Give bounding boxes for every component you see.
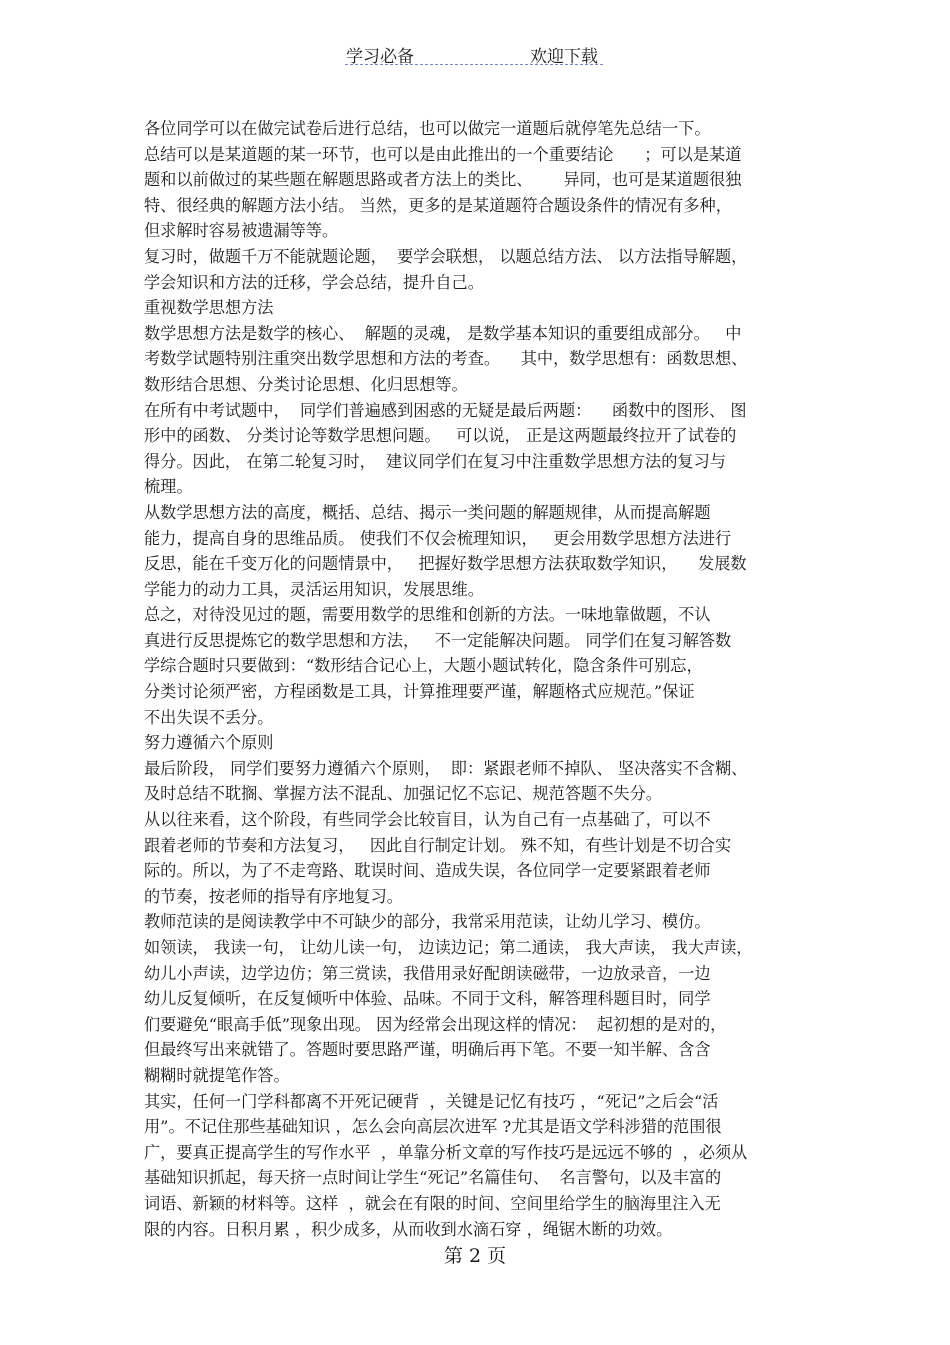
text-line: 总结可以是某道题的某一环节，也可以是由此推出的一个重要结论 ；可以是某道 xyxy=(144,144,742,164)
text-line: 糊糊时就提笔作答。 xyxy=(144,1065,290,1085)
text-line: 际的。所以，为了不走弯路、耽误时间、造成失误，各位同学一定要紧跟着老师 xyxy=(144,861,711,881)
text-line: 题和以前做过的某些题在解题思路或者方法上的类比、 异同，也可是某道题很独 xyxy=(144,170,742,190)
text-line: 真进行反思提炼它的数学思想和方法， 不一定能解决问题。 同学们在复习解答数 xyxy=(144,630,732,650)
text-line: 基础知识抓起，每天挤一点时间让学生“死记”名篇佳句、 名言警句，以及丰富的 xyxy=(144,1168,722,1188)
text-line: 学会知识和方法的迁移，学会总结，提升自己。 xyxy=(144,272,484,292)
text-line: 梳理。 xyxy=(144,477,193,497)
page-header xyxy=(0,40,950,70)
text-line: 学综合题时只要做到：“数形结合记心上，大题小题试转化，隐含条件可别忘， xyxy=(144,656,703,676)
header-divider xyxy=(345,64,603,65)
text-line: 反思，能在千变万化的问题情景中， 把握好数学思想方法获取数学知识， 发展数 xyxy=(144,554,747,574)
text-line: 数学思想方法是数学的核心、 解题的灵魂， 是数学基本知识的重要组成部分。 中 xyxy=(144,323,742,343)
text-line: 总之，对待没见过的题，需要用数学的思维和创新的方法。一味地靠做题，不认 xyxy=(144,605,711,625)
text-line: 幼儿反复倾听，在反复倾听中体验、品味。不同于文科，解答理科题目时，同学 xyxy=(144,989,711,1009)
text-line: 广，要真正提高学生的写作水平 ，单靠分析文章的写作技巧是远远不够的 ，必须从 xyxy=(144,1142,748,1162)
header-left-text: 学习必备 xyxy=(346,47,414,67)
text-line: 各位同学可以在做完试卷后进行总结，也可以做完一道题后就停笔先总结一下。 xyxy=(144,119,711,138)
text-line: 幼儿小声读，边学边仿；第三赏读，我借用录好配朗读磁带，一边放录音，一边 xyxy=(144,963,711,983)
text-line: 词语、新颖的材料等。这样 ，就会在有限的时间、空间里给学生的脑海里注入无 xyxy=(144,1193,721,1213)
header-right-text: 欢迎下载 xyxy=(530,47,598,67)
text-line: 及时总结不耽搁、掌握方法不混乱、加强记忆不忘记、规范答题不失分。 xyxy=(144,784,662,804)
text-line: 特、很经典的解题方法小结。 当然，更多的是某道题符合题设条件的情况有多种， xyxy=(144,195,732,215)
text-line: 跟着老师的节奏和方法复习， 因此自行制定计划。 殊不知，有些计划是不切合实 xyxy=(144,835,732,855)
text-line: 用”。不记住那些基础知识 ，怎么会向高层次进军 ?尤其是语文学科涉猎的范围很 xyxy=(144,1117,722,1137)
text-line: 但求解时容易被遗漏等等。 xyxy=(144,221,339,241)
text-line: 数形结合思想、分类讨论思想、化归思想等。 xyxy=(144,374,468,394)
text-line: 最后阶段， 同学们要努力遵循六个原则， 即：紧跟老师不掉队、 坚决落实不含糊、 xyxy=(144,758,748,778)
text-line: 重视数学思想方法 xyxy=(144,298,274,318)
text-line: 努力遵循六个原则 xyxy=(144,733,274,753)
text-line: 得分。因此， 在第二轮复习时， 建议同学们在复习中注重数学思想方法的复习与 xyxy=(144,451,726,471)
text-line: 如领读， 我读一句， 让幼儿读一句， 边读边记；第二通读， 我大声读， 我大声读， xyxy=(144,938,753,957)
text-line: 分类讨论须严密，方程函数是工具，计算推理要严谨，解题格式应规范。”保证 xyxy=(144,682,695,702)
text-line: 在所有中考试题中， 同学们普遍感到困惑的无疑是最后两题： 函数中的图形、 图 xyxy=(144,400,747,420)
text-line: 学能力的动力工具，灵活运用知识，发展思维。 xyxy=(144,579,484,599)
document-body xyxy=(144,116,809,1242)
text-line: 限的内容。日积月累 ，积少成多，从而收到水滴石穿 ，绳锯木断的功效。 xyxy=(144,1219,673,1239)
text-line: 不出失误不丢分。 xyxy=(144,707,274,727)
text-line: 们要避免“眼高手低”现象出现。 因为经常会出现这样的情况： 起初想的是对的， xyxy=(144,1014,727,1034)
text-line: 从以往来看，这个阶段，有些同学会比较盲目，认为自己有一点基础了，可以不 xyxy=(144,810,711,830)
text-line: 复习时，做题千万不能就题论题， 要学会联想， 以题总结方法、 以方法指导解题， xyxy=(144,246,748,266)
text-line: 从数学思想方法的高度，概括、总结、揭示一类问题的解题规律，从而提高解题 xyxy=(144,502,711,522)
text-line: 其实，任何一门学科都离不开死记硬背 ，关键是记忆有技巧 ，“死记”之后会“活 xyxy=(144,1091,719,1111)
text-line: 能力，提高自身的思维品质。 使我们不仅会梳理知识， 更会用数学思想方法进行 xyxy=(144,528,732,548)
text-line: 考数学试题特别注重突出数学思想和方法的考查。 其中，数学思想有：函数思想、 xyxy=(144,349,748,369)
text-line: 但最终写出来就错了。答题时要思路严谨，明确后再下笔。不要一知半解、含含 xyxy=(144,1040,711,1060)
page-number: 第 2 页 xyxy=(443,1245,507,1267)
text-line: 的节奏，按老师的指导有序地复习。 xyxy=(144,886,403,906)
text-line: 形中的函数、 分类讨论等数学思想问题。 可以说， 正是这两题最终拉开了试卷的 xyxy=(144,426,737,446)
text-line: 教师范读的是阅读教学中不可缺少的部分，我常采用范读，让幼儿学习、模仿。 xyxy=(144,912,711,932)
